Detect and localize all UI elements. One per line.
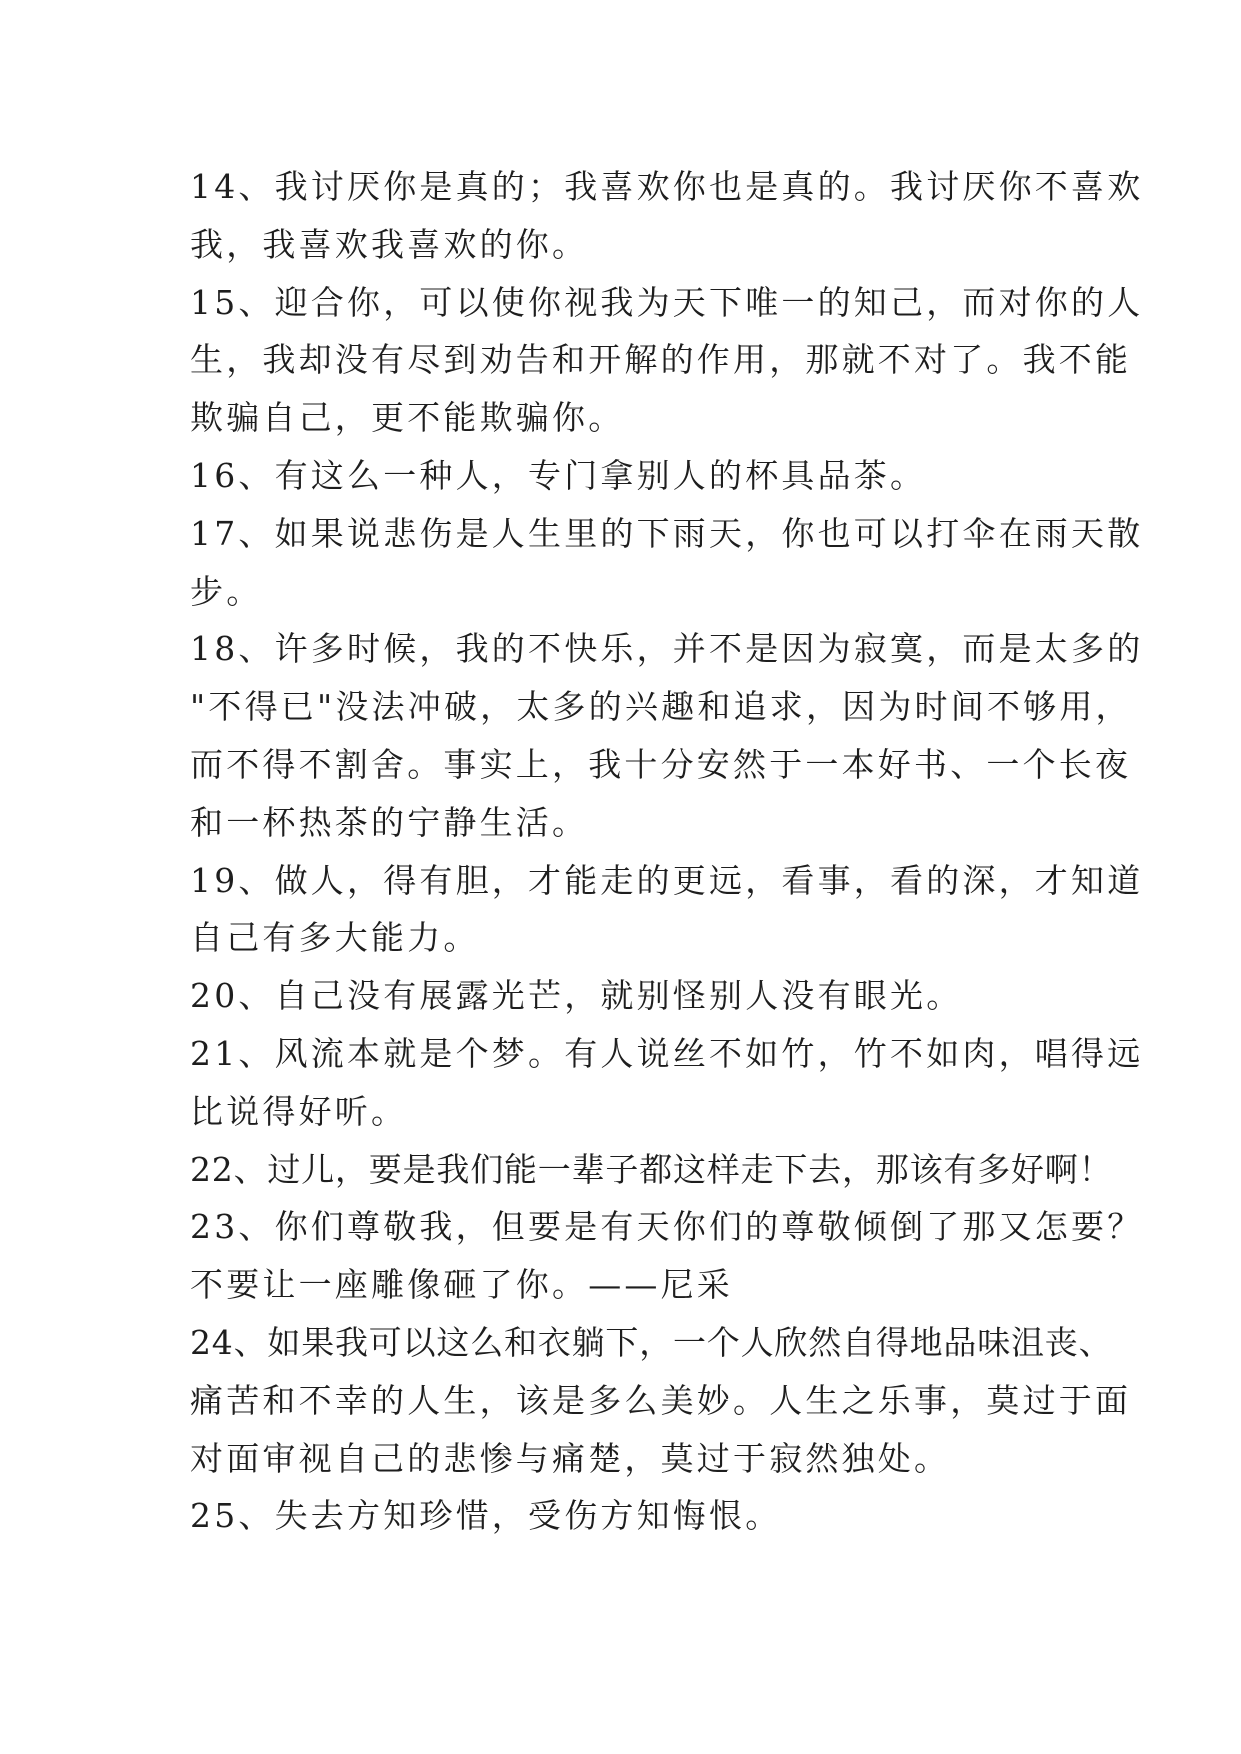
text-line: 自己有多大能力。 xyxy=(190,918,480,958)
text-line: "不得已"没法冲破，太多的兴趣和追求，因为时间不够用， xyxy=(190,687,1132,727)
text-line: 而不得不割舍。事实上，我十分安然于一本好书、一个长夜 xyxy=(190,744,1132,784)
text-line: 14、我讨厌你是真的；我喜欢你也是真的。我讨厌你不喜欢 xyxy=(190,167,1144,206)
text-line: 20、自己没有展露光芒，就别怪别人没有眼光。 xyxy=(190,976,963,1016)
text-line: 25、失去方知珍惜，受伤方知悔恨。 xyxy=(190,1496,782,1536)
text-line: 痛苦和不幸的人生，该是多么美妙。人生之乐事，莫过于面 xyxy=(190,1380,1132,1420)
text-line: 比说得好听。 xyxy=(190,1091,408,1131)
text-line: 22、过儿，要是我们能一辈子都这样走下去，那该有多好啊！ xyxy=(190,1149,1113,1189)
text-line: 16、有这么一种人，专门拿别人的杯具品茶。 xyxy=(190,455,927,495)
text-line: 生，我却没有尽到劝告和开解的作用，那就不对了。我不能 xyxy=(190,340,1132,380)
text-line: 和一杯热茶的宁静生活。 xyxy=(190,802,589,842)
text-line: 17、如果说悲伤是人生里的下雨天，你也可以打伞在雨天散 xyxy=(190,513,1144,553)
text-line: 对面审视自己的悲惨与痛楚，莫过于寂然独处。 xyxy=(190,1438,951,1478)
text-line: 23、你们尊敬我，但要是有天你们的尊敬倾倒了那又怎要？ xyxy=(190,1207,1144,1247)
text-line: 21、风流本就是个梦。有人说丝不如竹，竹不如肉，唱得远 xyxy=(190,1033,1144,1073)
text-line: 24、如果我可以这么和衣躺下，一个人欣然自得地品味沮丧、 xyxy=(190,1322,1113,1362)
document-body xyxy=(190,158,1144,1545)
text-line: 欺骗自己，更不能欺骗你。 xyxy=(190,398,625,438)
text-line: 19、做人，得有胆，才能走的更远，看事，看的深，才知道 xyxy=(190,860,1144,900)
text-line: 18、许多时候，我的不快乐，并不是因为寂寞，而是太多的 xyxy=(190,629,1144,669)
text-line: 我，我喜欢我喜欢的你。 xyxy=(190,224,589,264)
text-line: 步。 xyxy=(190,571,263,611)
text-line: 不要让一座雕像砸了你。——尼采 xyxy=(190,1265,733,1305)
text-line: 15、迎合你，可以使你视我为天下唯一的知己，而对你的人 xyxy=(190,282,1144,322)
